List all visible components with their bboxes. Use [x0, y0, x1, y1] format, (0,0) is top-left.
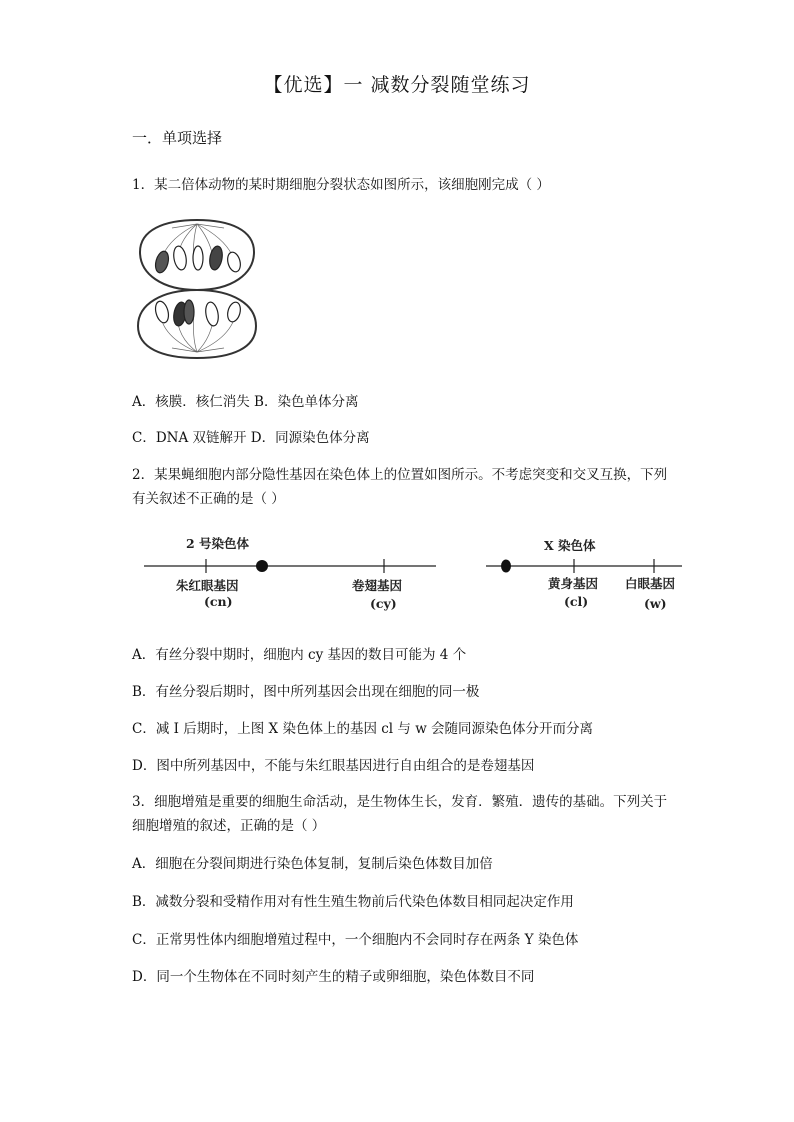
gene-cn-symbol: (cn) — [204, 594, 233, 609]
chromosome-2-centromere — [256, 560, 268, 572]
chrx-title: X 染色体 — [544, 538, 596, 553]
gene-cl-symbol: (cl) — [564, 594, 589, 609]
q3-option-b: B．减数分裂和受精作用对有性生殖生物前后代染色体数目相同起决定作用 — [132, 894, 574, 910]
gene-cy-name: 卷翅基因 — [352, 578, 403, 593]
q3-option-c: C．正常男性体内细胞增殖过程中，一个细胞内不会同时存在两条 Y 染色体 — [132, 932, 579, 948]
q2-option-a: A．有丝分裂中期时，细胞内 cy 基因的数目可能为 4 个 — [132, 647, 467, 663]
section-heading: 一．单项选择 — [132, 129, 223, 147]
gene-cl-name: 黄身基因 — [548, 576, 599, 591]
q1-options-line2: C．DNA 双链解开 D．同源染色体分离 — [132, 430, 370, 446]
gene-cn-name: 朱红眼基因 — [176, 578, 239, 593]
q2-stem: 2．某果蝇细胞内部分隐性基因在染色体上的位置如图所示。不考虑突变和交叉互换，下列有关叙述不正确的是（ ） — [132, 467, 668, 507]
gene-w-symbol: (w) — [644, 596, 667, 611]
q2-option-d: D．图中所列基因中，不能与朱红眼基因进行自由组合的是卷翅基因 — [132, 758, 535, 774]
chromosome-x-centromere — [501, 560, 511, 573]
q3-option-a: A．细胞在分裂间期进行染色体复制，复制后染色体数目加倍 — [132, 856, 493, 872]
chr2-title: 2 号染色体 — [186, 536, 250, 551]
q1-options-line1: A．核膜．核仁消失 B．染色单体分离 — [132, 394, 359, 410]
q2-option-c: C．减 I 后期时，上图 X 染色体上的基因 cl 与 w 会随同源染色体分开而分离 — [132, 721, 594, 737]
gene-cy-symbol: (cy) — [370, 596, 397, 611]
q3-stem: 3．细胞增殖是重要的细胞生命活动，是生物体生长，发育．繁殖．遗传的基础。下列关于细胞增殖的叙述，正确的是（ ） — [132, 794, 668, 834]
gene-w-name: 白眼基因 — [625, 576, 676, 591]
cell-outline — [138, 220, 256, 358]
spindle-bottom — [160, 312, 236, 352]
q2-option-b: B．有丝分裂后期时，图中所列基因会出现在细胞的同一极 — [132, 684, 480, 700]
chromosomes-lower — [153, 300, 242, 327]
page-title: 【优选】一 减数分裂随堂练习 — [263, 74, 531, 96]
q1-stem: 1．某二倍体动物的某时期细胞分裂状态如图所示，该细胞刚完成（ ） — [132, 177, 550, 193]
q3-option-d: D．同一个生物体在不同时刻产生的精子或卵细胞，染色体数目不同 — [132, 969, 535, 985]
cell-division-figure — [132, 212, 262, 364]
chromosome-gene-figure — [140, 528, 690, 618]
